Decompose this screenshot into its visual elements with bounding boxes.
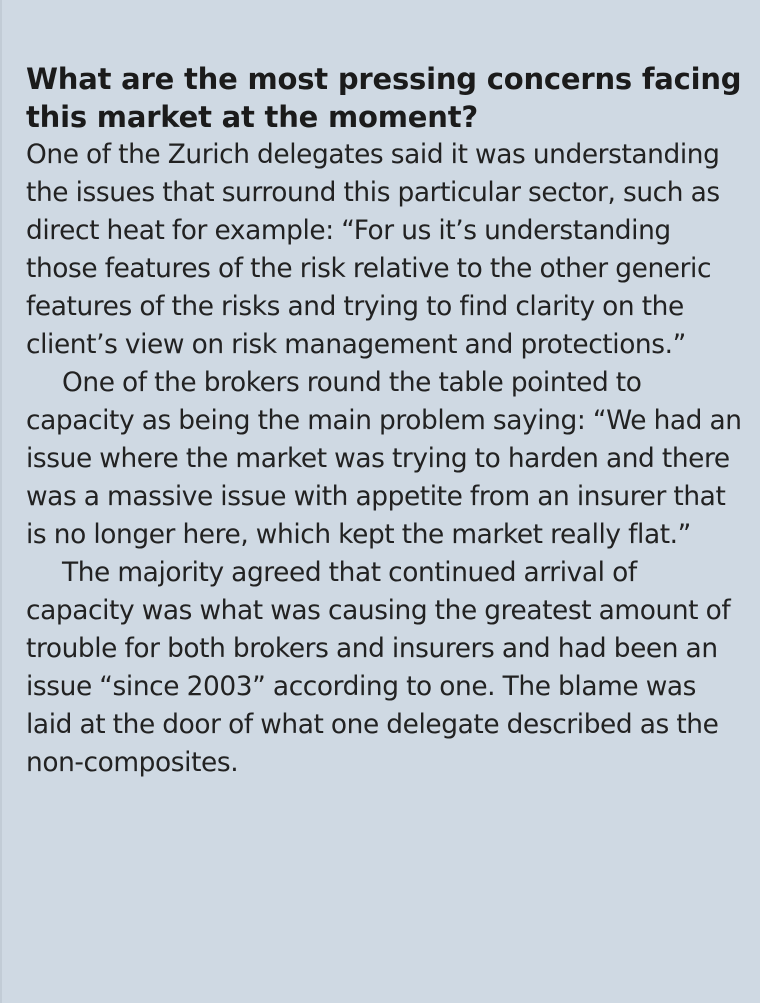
section-heading: What are the most pressing concerns facing this market at the moment?	[26, 62, 742, 134]
paragraph-zurich-delegate: One of the Zurich delegates said it was understanding the issues that surround this particular sector, such as direct heat for example: “For us it’s understanding those features of the risk relative to the other generic features of the risks and trying to find clarity on the client’s view on risk management and protections.”	[26, 139, 720, 360]
paragraph-brokers-capacity: One of the brokers round the table pointed to capacity as being the main problem saying: “We had an issue where the market was trying to harden and there was a massive issue with appetite from an insurer that is no longer here, which kept the market really flat.”	[26, 367, 742, 550]
article-body	[26, 60, 746, 782]
paragraph-majority-agreed: The majority agreed that continued arrival of capacity was what was causing the greatest amount of trouble for both brokers and insurers and had been an issue “since 2003” according to one. The blame was laid at the door of what one delegate described as the non-composites.	[26, 557, 731, 778]
